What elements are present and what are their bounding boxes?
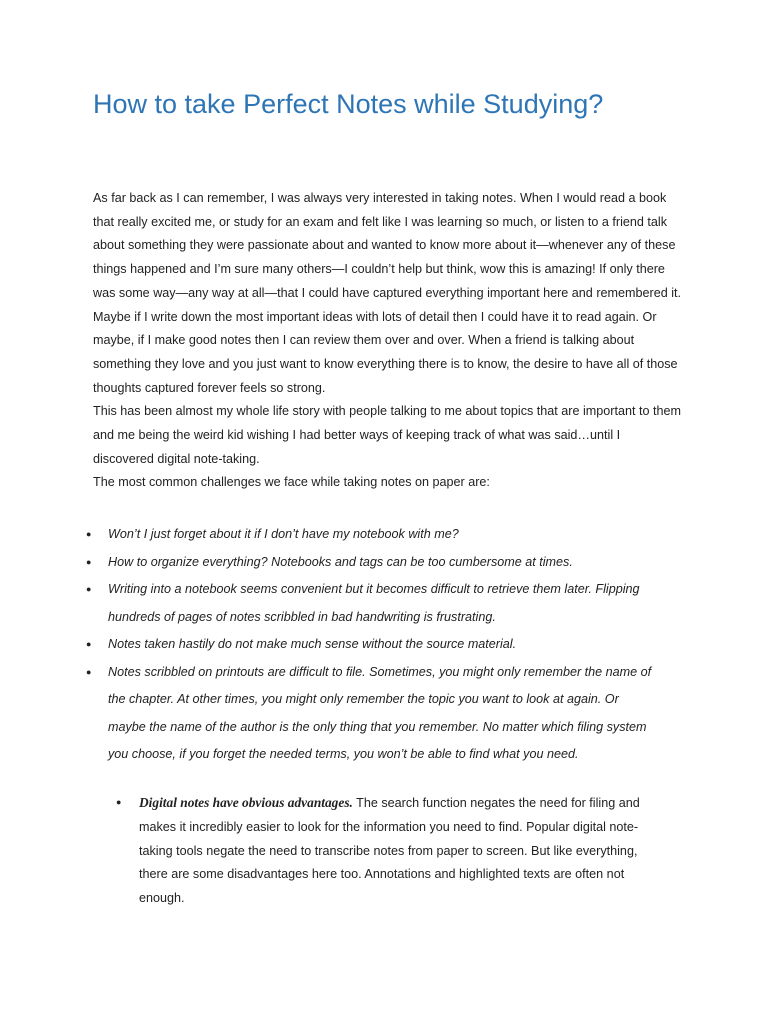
paragraph: Maybe if I write down the most important ideas with lots of detail then I could have it to read again. Or maybe, if I make good notes then I can review them over and over. When a friend is talking about something they love and you just want to know everything there is to know, the desire to have all of those thoughts captured forever feels so strong.	[93, 309, 678, 395]
advantages-list	[0, 791, 768, 911]
bullet-icon: ●	[86, 584, 92, 594]
list-item-text: Won’t I just forget about it if I don’t have my notebook with me?	[108, 527, 459, 541]
paragraph: The most common challenges we face while taking notes on paper are:	[93, 475, 490, 490]
list-item	[0, 521, 653, 549]
paragraph: This has been almost my whole life story with people talking to me about topics that are important to them and me being the weird kid wishing I had better ways of keeping track of what was said…until I discovered digital note-taking.	[93, 404, 682, 466]
challenges-list	[0, 521, 768, 769]
paragraph: As far back as I can remember, I was always very interested in taking notes. When I would read a book that really excited me, or study for an exam and felt like I was learning so much, or listen to a friend talk about something they were passionate about and wanted to know more about it—whenever any of these things happened and I’m sure many others—I couldn’t help but think, wow this is amazing! If only there was some way—any way at all—that I could have captured everything important here and remembered it.	[93, 191, 682, 300]
bullet-icon: ●	[86, 556, 92, 567]
body-text	[93, 187, 683, 495]
list-item	[0, 549, 653, 577]
list-item-text: Notes taken hastily do not make much sense without the source material.	[108, 637, 517, 651]
list-item	[0, 631, 653, 659]
list-item-lead: Digital notes have obvious advantages.	[139, 795, 353, 810]
list-item-text: How to organize everything? Notebooks and tags can be too cumbersome at times.	[108, 554, 573, 569]
list-item-text: Writing into a notebook seems convenient but it becomes difficult to retrieve them later. Flipping hundreds of pages of notes scribbled in bad handwriting is frustrating.	[108, 582, 640, 624]
list-item-text: Notes scribbled on printouts are difficult to file. Sometimes, you might only remember the name of the chapter. At other times, you might only remember the topic you want to look at again. Or maybe the name of the author is the only thing that you remember. No matter which filing system you choose, if you forget the needed terms, you won’t be able to find what you need.	[108, 664, 652, 761]
bullet-icon: ●	[86, 639, 92, 649]
bullet-icon: ●	[86, 529, 92, 539]
bullet-icon: ●	[116, 797, 122, 807]
list-item-text: The search function negates the need for filing and makes it incredibly easier to look for the information you need to find. Popular digital note-taking tools negate the need to transcribe notes from paper to screen. But like everything, there are some disadvantages here too. Annotations and highlighted texts are often not enough.	[139, 796, 640, 906]
list-item	[0, 576, 653, 631]
page-title: How to take Perfect Notes while Studying?	[93, 89, 604, 119]
list-item	[0, 659, 653, 769]
bullet-icon: ●	[86, 666, 92, 677]
list-item	[0, 791, 649, 911]
